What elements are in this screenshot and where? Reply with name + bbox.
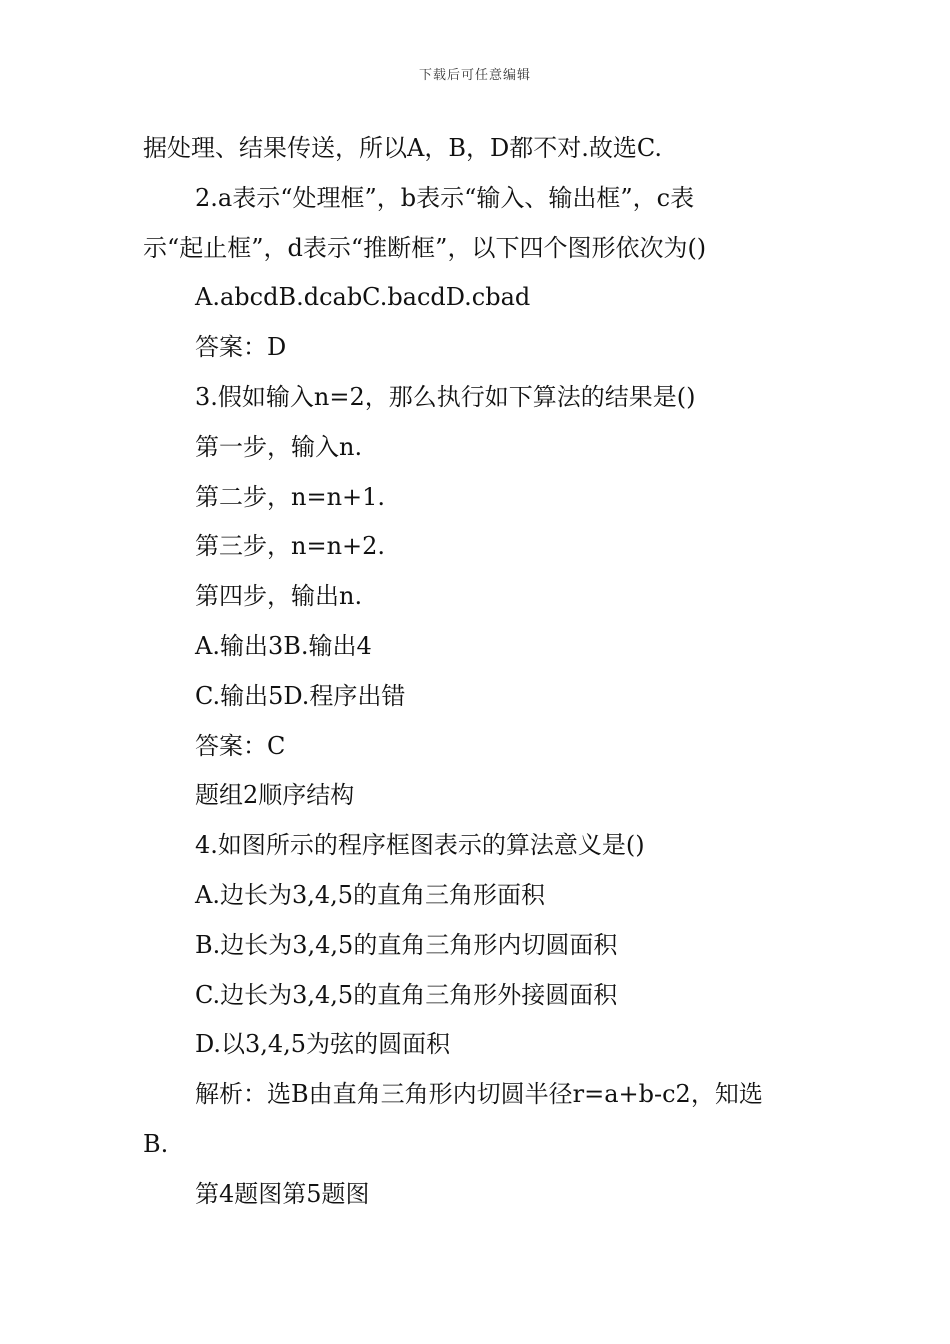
- page-header: 下载后可任意编辑: [418, 68, 531, 83]
- options-line: A.输出3B.输出4: [195, 631, 372, 660]
- text-line: 据处理、结果传送，所以A，B，D都不对.故选C.: [143, 134, 662, 162]
- answer-line: 答案：D: [195, 333, 287, 362]
- option-b-line: B.边长为3,4,5的直角三角形内切圆面积: [195, 930, 618, 959]
- section-title: 题组2顺序结构: [195, 781, 355, 810]
- options-line: A.abcdB.dcabC.bacdD.cbad: [195, 283, 531, 312]
- step-line: 第四步，输出n.: [195, 582, 363, 611]
- option-d-line: D.以3,4,5为弦的圆面积: [195, 1030, 451, 1059]
- question-2-line: 2.a表示“处理框”，b表示“输入、输出框”，c表: [195, 183, 695, 212]
- document-body: [0, 124, 950, 1220]
- option-c-line: C.边长为3,4,5的直角三角形外接圆面积: [195, 980, 618, 1009]
- options-line: C.输出5D.程序出错: [195, 681, 406, 710]
- question-3-line: 3.假如输入n=2，那么执行如下算法的结果是(): [195, 382, 696, 411]
- step-line: 第二步，n=n+1.: [195, 482, 386, 511]
- step-line: 第一步，输入n.: [195, 432, 363, 461]
- figure-caption: 第4题图第5题图: [195, 1179, 370, 1208]
- answer-line: 答案：C: [195, 731, 286, 760]
- text-line: B.: [143, 1129, 169, 1158]
- step-line: 第三步，n=n+2.: [195, 532, 386, 561]
- text-line: 示“起止框”，d表示“推断框”，以下四个图形依次为(): [143, 233, 707, 262]
- question-4-line: 4.如图所示的程序框图表示的算法意义是(): [195, 831, 645, 860]
- analysis-line: 解析：选B由直角三角形内切圆半径r=a+b-c2，知选: [195, 1080, 763, 1109]
- option-a-line: A.边长为3,4,5的直角三角形面积: [195, 880, 546, 909]
